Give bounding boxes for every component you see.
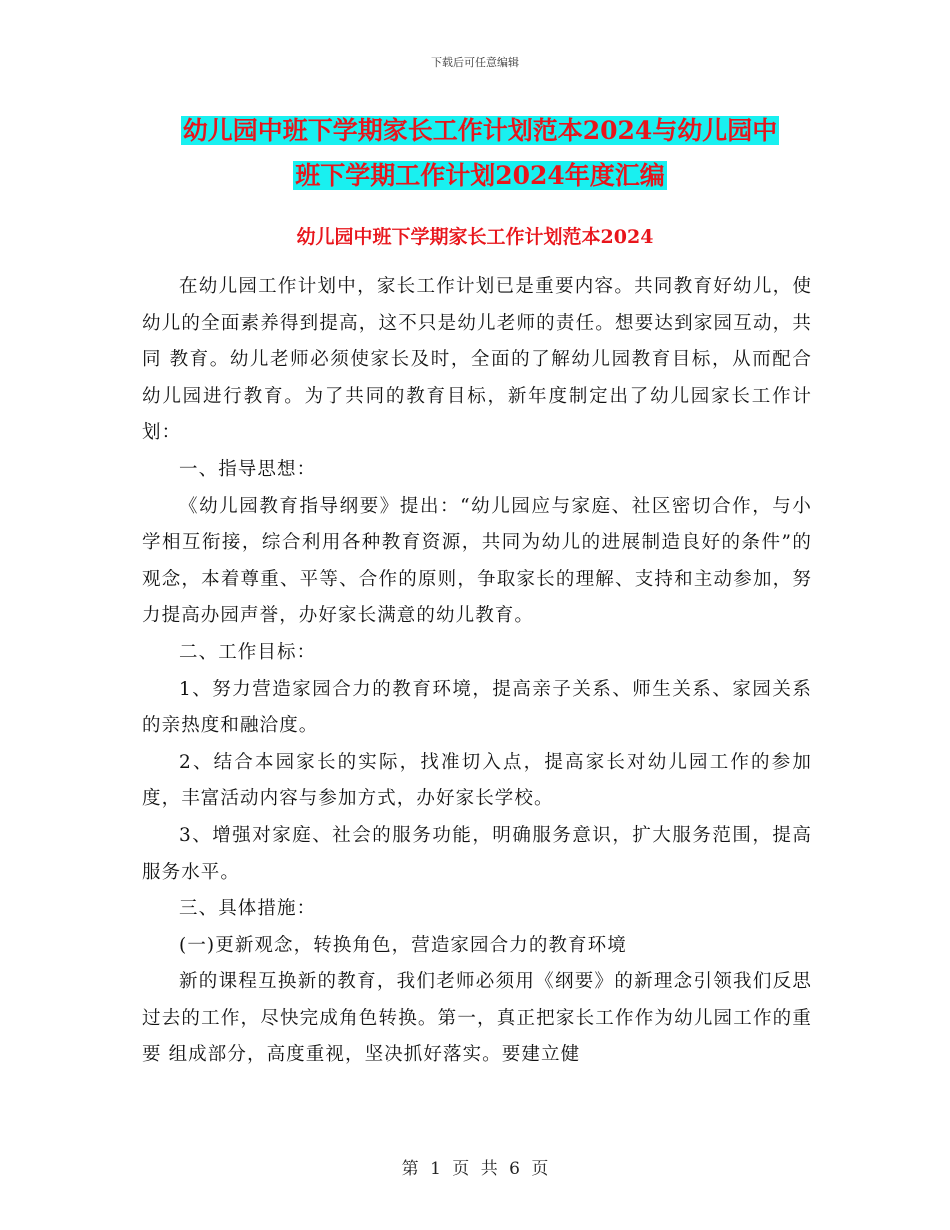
document-body bbox=[142, 269, 812, 1074]
document-title bbox=[140, 108, 820, 198]
goal-item-2: 2、结合本园家长的实际，找准切入点，提高家长对幼儿园工作的参加度，丰富活动内容与参加方式，办好家长学校。 bbox=[142, 751, 812, 810]
measure-subheading-1: (一)更新观念，转换角色，营造家园合力的教育环境 bbox=[179, 934, 627, 956]
title-line-1: 幼儿园中班下学期家长工作计划范本2024与幼儿园中 bbox=[182, 116, 778, 145]
goal-item-3: 3、增强对家庭、社会的服务功能，明确服务意识，扩大服务范围，提高服务水平。 bbox=[142, 824, 812, 883]
section-title: 幼儿园中班下学期家长工作计划范本2024 bbox=[296, 226, 654, 248]
paragraph-guiding-thought: 《幼儿园教育指导纲要》提出：“幼儿园应与家庭、社区密切合作，与小学相互衔接，综合利用各种教育资源，共同为幼儿的进展制造良好的条件”的观念，本着尊重、平等、合作的原则，争取家长的理解、支持和主动参加，努力提高办园声誉，办好家长满意的幼儿教育。 bbox=[142, 495, 812, 627]
heading-guiding-thought: 一、指导思想： bbox=[179, 458, 317, 480]
paragraph-intro: 在幼儿园工作计划中，家长工作计划已是重要内容。共同教育好幼儿，使幼儿的全面素养得到提高，这不只是幼儿老师的责任。想要达到家园互动，共同 教育。幼儿老师必须使家长及时，全面的了解幼儿园教育目标，从而配合幼儿园进行教育。为了共同的教育目标，新年度制定出了幼儿园家长工作计划： bbox=[142, 276, 812, 444]
title-line-2: 班下学期工作计划2024年度汇编 bbox=[295, 161, 665, 190]
page-footer: 第 1 页 共 6 页 bbox=[401, 1159, 549, 1179]
header-note: 下载后可任意编辑 bbox=[431, 56, 519, 69]
paragraph-measure-1: 新的课程互换新的教育，我们老师必须用《纲要》的新理念引领我们反思过去的工作，尽快完成角色转换。第一，真正把家长工作作为幼儿园工作的重要 组成部分，高度重视，坚决抓好落实。要建立健 bbox=[142, 971, 812, 1066]
heading-measures: 三、具体措施： bbox=[179, 898, 317, 920]
goal-item-1: 1、努力营造家园合力的教育环境，提高亲子关系、师生关系、家园关系的亲热度和融洽度。 bbox=[142, 678, 812, 737]
heading-work-goals: 二、工作目标： bbox=[179, 641, 317, 663]
